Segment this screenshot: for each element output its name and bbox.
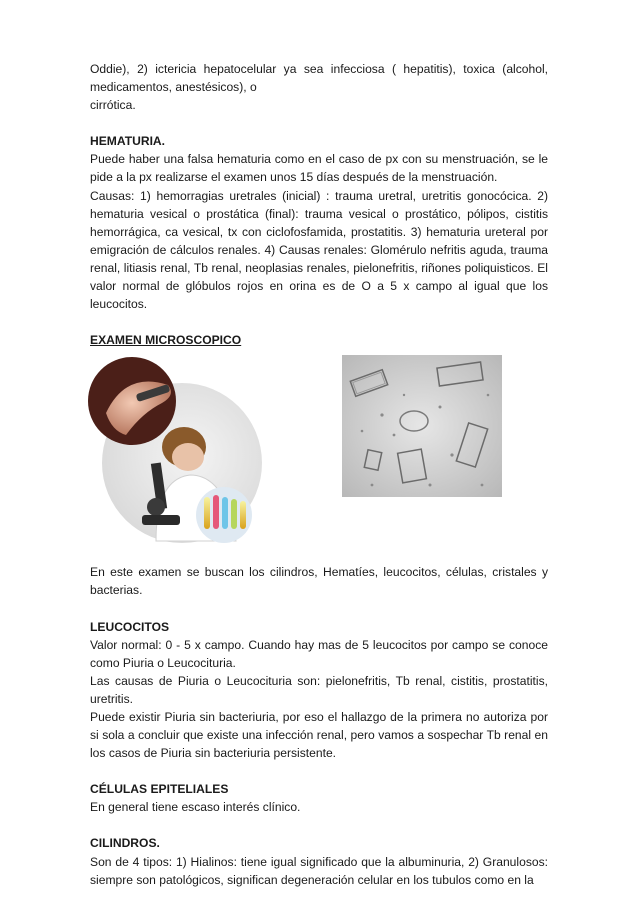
cilindros-heading: CILINDROS. bbox=[90, 836, 160, 851]
examen-heading: EXAMEN MICROSCOPICO bbox=[90, 333, 242, 348]
hematuria-heading: HEMATURIA. bbox=[90, 134, 166, 149]
examen-paragraph: En este examen se buscan los cilindros, Hematíes, leucocitos, células, cristales y bacterias. bbox=[90, 565, 548, 598]
document-page bbox=[90, 60, 548, 889]
hematuria-paragraph-1: Puede haber una falsa hematuria como en el caso de px con su menstruación, se le pide a la px realizarse el examen unos 15 días después de la menstruación. bbox=[90, 152, 548, 185]
microscope-scientist-image bbox=[86, 351, 262, 547]
leucocitos-paragraph-1: Valor normal: 0 - 5 x campo. Cuando hay mas de 5 leucocitos por campo se conoce como Piuria o Leucocituria. bbox=[90, 637, 548, 670]
urine-crystals-micrograph bbox=[342, 355, 502, 497]
intro-line-1: Oddie), 2) ictericia hepatocelular ya sea infecciosa ( hepatitis), toxica (alcohol, bbox=[90, 62, 548, 76]
hematuria-paragraph-2: Causas: 1) hemorragias uretrales (inicial) : trauma uretral, uretritis gonocócica. 2) hematuria vesical o prostática (final): trauma vesical o prostático, pólipos, cistitis hemorrágica, ca vesical, tx con ciclofosfamida, prostatitis. 3) hematuria ureteral por emigración de cálculos renales. 4) Causas renales: Glomérulo nefritis aguda, trauma renal, litiasis renal, Tb renal, neoplasias renales, pielonefritis, riñones poliquisticos. El valor normal de glóbulos rojos en orina es de O a 5 x campo al igual que los leucocitos. bbox=[90, 188, 548, 312]
intro-line-2: medicamentos, anestésicos), o bbox=[90, 80, 257, 95]
epiteliales-paragraph: En general tiene escaso interés clínico. bbox=[90, 800, 301, 815]
epiteliales-heading: CÉLULAS EPITELIALES bbox=[90, 782, 229, 797]
cilindros-paragraph: Son de 4 tipos: 1) Hialinos: tiene igual significado que la albuminuria, 2) Granulosos: siempre son patológicos, significan degeneración celular en los tubulos como en la bbox=[90, 854, 548, 887]
leucocitos-paragraph-2: Las causas de Piuria o Leucocituria son: pielonefritis, Tb renal, cistitis, prostatitis, uretritis. bbox=[90, 673, 548, 706]
leucocitos-heading: LEUCOCITOS bbox=[90, 619, 170, 634]
figures-row bbox=[90, 355, 548, 563]
leucocitos-paragraph-3: Puede existir Piuria sin bacteriuria, por eso el hallazgo de la primera no autoriza por si sola a concluir que existe una infección renal, pero vamos a sospechar Tb renal en los casos de Piuria sin bacteriuria persistente. bbox=[90, 709, 548, 761]
intro-line-3: cirrótica. bbox=[90, 98, 136, 113]
